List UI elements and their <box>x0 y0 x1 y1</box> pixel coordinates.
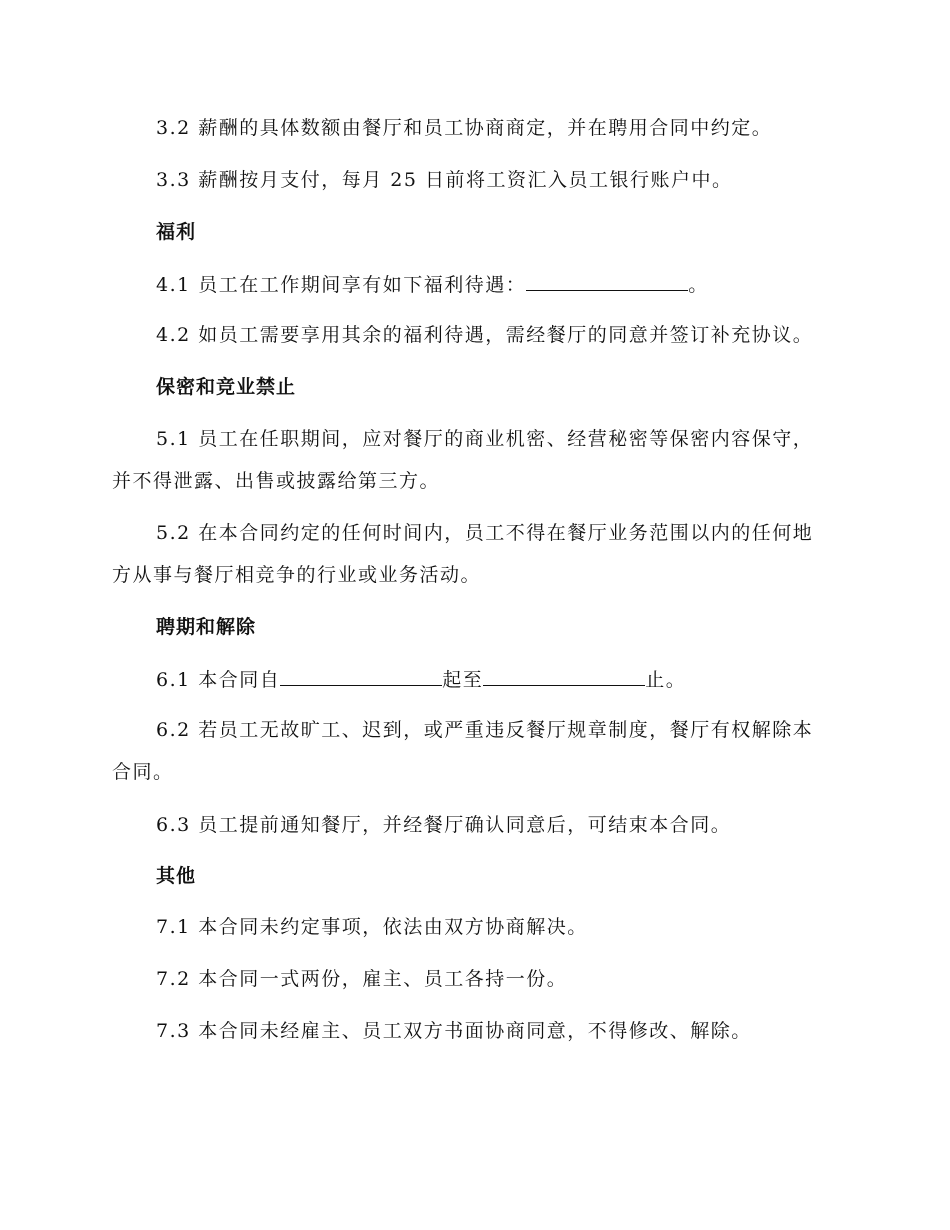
section-heading-confidentiality: 保密和竞业禁止 <box>156 376 297 398</box>
clause-3-2: 3.2 薪酬的具体数额由餐厅和员工协商商定，并在聘用合同中约定。 <box>156 117 773 139</box>
clause-6-1 <box>156 666 886 692</box>
section-heading-other: 其他 <box>156 865 197 887</box>
clause-4-2: 4.2 如员工需要享用其余的福利待遇，需经餐厅的同意并签订补充协议。 <box>156 324 814 346</box>
clause-3-3: 3.3 薪酬按月支付，每月 25 日前将工资汇入员工银行账户中。 <box>156 169 733 191</box>
section-heading-welfare: 福利 <box>156 221 197 243</box>
clause-6-1-text: 6.1 本合同自 <box>156 669 281 691</box>
clause-4-1 <box>156 271 886 297</box>
clause-6-2-line-2: 合同。 <box>112 761 174 783</box>
clause-6-3: 6.3 员工提前通知餐厅，并经餐厅确认同意后，可结束本合同。 <box>156 814 732 836</box>
start-date-blank-field[interactable] <box>280 666 442 686</box>
end-date-blank-field[interactable] <box>483 666 645 686</box>
clause-5-1-line-1: 5.1 员工在任职期间，应对餐厅的商业机密、经营秘密等保密内容保守， <box>156 428 814 450</box>
section-heading-term: 聘期和解除 <box>156 616 257 638</box>
clause-6-1-middle: 起至 <box>442 669 484 691</box>
clause-4-1-end: 。 <box>688 274 709 296</box>
clause-7-2: 7.2 本合同一式两份，雇主、员工各持一份。 <box>156 968 568 990</box>
clause-7-1: 7.1 本合同未约定事项，依法由双方协商解决。 <box>156 916 588 938</box>
clause-6-1-end: 止。 <box>645 669 687 691</box>
clause-6-2-line-1: 6.2 若员工无故旷工、迟到，或严重违反餐厅规章制度，餐厅有权解除本 <box>156 719 814 741</box>
clause-5-2-line-2: 方从事与餐厅相竞争的行业或业务活动。 <box>112 564 482 586</box>
clause-7-3: 7.3 本合同未经雇主、员工双方书面协商同意，不得修改、解除。 <box>156 1020 752 1042</box>
clause-4-1-text: 4.1 员工在工作期间享有如下福利待遇： <box>156 274 527 296</box>
clause-5-2-line-1: 5.2 在本合同约定的任何时间内，员工不得在餐厅业务范围以内的任何地 <box>156 522 814 544</box>
welfare-blank-field[interactable] <box>526 271 688 291</box>
clause-5-1-line-2: 并不得泄露、出售或披露给第三方。 <box>112 470 441 492</box>
